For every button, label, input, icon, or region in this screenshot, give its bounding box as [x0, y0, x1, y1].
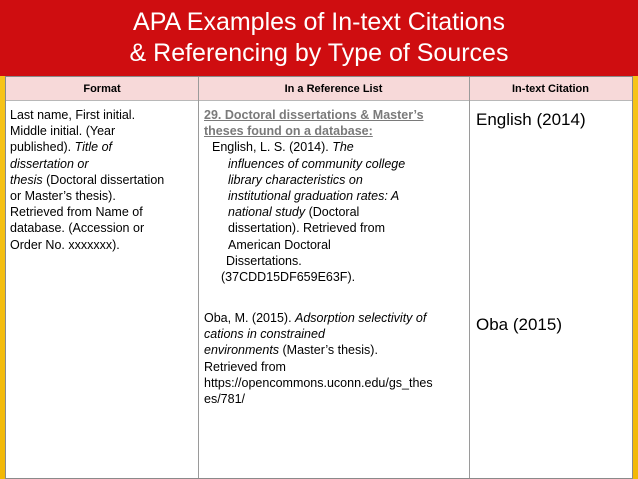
reference-line [204, 204, 472, 220]
reference-line: institutional graduation rates: A [228, 189, 400, 204]
title-bar [0, 0, 638, 76]
format-line: or Master’s thesis). [10, 189, 116, 204]
reference-line [204, 310, 474, 326]
ref-italic: Adsorption selectivity of [295, 311, 427, 325]
title-line-1: APA Examples of In-text Citations [133, 8, 505, 36]
format-text: published). [10, 140, 75, 155]
slide-title [39, 7, 599, 69]
reference-line: (37CDD15DF659E63F). [221, 270, 356, 285]
format-line [10, 172, 196, 188]
header-reference-list: In a Reference List [284, 82, 383, 95]
format-italic: Title of [74, 140, 113, 155]
citation-table [5, 76, 633, 479]
reference-line: dissertation). Retrieved from [228, 221, 386, 236]
format-line: Last name, First initial. [10, 108, 136, 122]
reference-line: library characteristics on [228, 172, 363, 187]
format-line [10, 139, 196, 155]
reference-cell-oba [204, 310, 474, 407]
ref-text: Oba, M. (2015). [204, 311, 296, 325]
reference-line: cations in constrained [204, 327, 325, 342]
format-line: Order No. xxxxxxx). [10, 237, 120, 252]
reference-line: American Doctoral [228, 237, 331, 252]
header-format: Format [83, 82, 121, 95]
reference-line [204, 139, 472, 155]
format-line: Retrieved from Name of [10, 205, 143, 220]
ref-italic: national study [228, 205, 306, 220]
format-italic: thesis [10, 172, 43, 187]
reference-line [204, 342, 474, 358]
citation-english: English (2014) [476, 110, 586, 129]
heading-line: 29. Doctoral dissertations & Master’s [204, 108, 424, 122]
format-text: (Doctoral dissertation [42, 172, 165, 187]
column-divider-1 [198, 77, 199, 478]
format-line: Middle initial. (Year [10, 124, 116, 139]
header-in-text-citation: In-text Citation [512, 82, 589, 95]
reference-line: Dissertations. [226, 253, 302, 268]
reference-url[interactable]: es/781/ [204, 392, 246, 407]
reference-cell-english [204, 107, 472, 285]
section-heading-link[interactable] [204, 107, 472, 139]
heading-line: theses found on a database: [204, 124, 373, 139]
citation-oba: Oba (2015) [476, 315, 562, 334]
format-cell [10, 107, 196, 253]
reference-url[interactable]: https://opencommons.uconn.edu/gs_thes [204, 375, 433, 390]
title-line-2: & Referencing by Type of Sources [129, 39, 509, 67]
reference-line: Retrieved from [204, 359, 286, 374]
ref-text: (Doctoral [305, 205, 360, 220]
ref-text: English, L. S. (2014). [212, 140, 333, 155]
ref-italic: environments [204, 343, 280, 358]
format-line: database. (Accession or [10, 221, 145, 236]
ref-text: (Master’s thesis). [279, 343, 378, 358]
ref-italic: The [332, 140, 354, 155]
reference-line: influences of community college [228, 156, 406, 171]
table-header-row [6, 77, 632, 101]
format-line: dissertation or [10, 156, 89, 171]
